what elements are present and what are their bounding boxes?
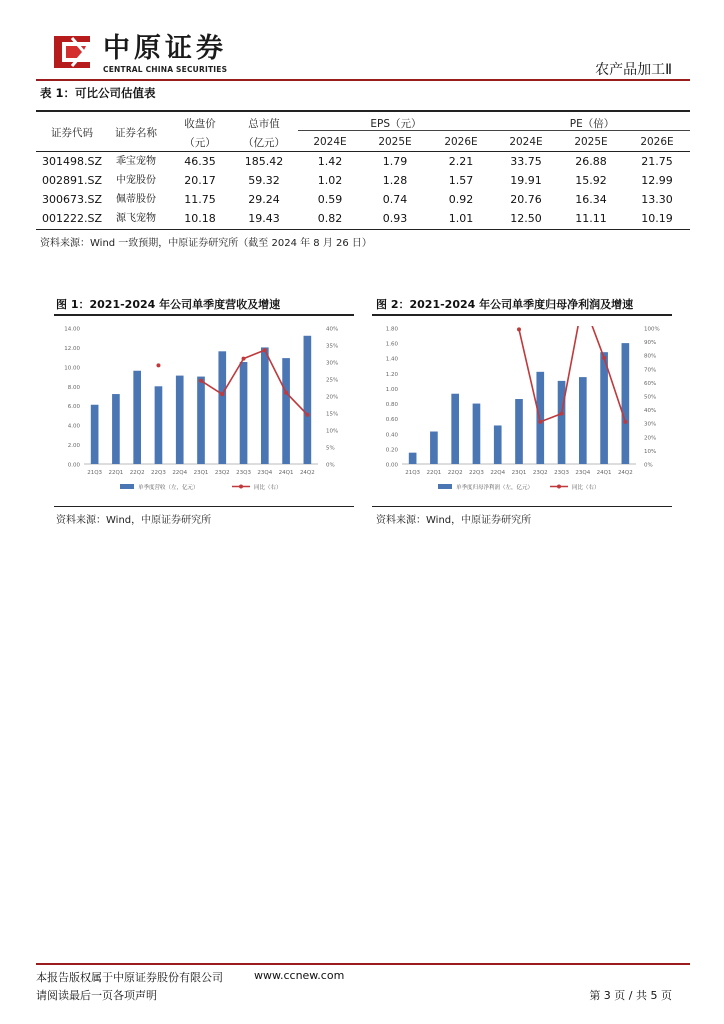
y-tick-label-left: 0.60 <box>385 417 398 424</box>
y-tick-label-right: 0% <box>644 462 653 469</box>
chart-bar <box>261 347 269 464</box>
y-tick-label-right: 25% <box>326 377 339 384</box>
table-cell-value: 1.79 <box>382 155 408 168</box>
fig2-chart <box>372 318 672 504</box>
page-number: 第 3 页 / 共 5 页 <box>589 989 672 1002</box>
legend-label: 单季度营收（左，亿元） <box>138 485 199 491</box>
legend-swatch-bar <box>438 484 452 489</box>
table-cell-value: 13.30 <box>641 193 673 206</box>
y-tick-label-left: 10.00 <box>64 365 80 372</box>
table-cell-value: 12.50 <box>510 212 542 225</box>
th-price-unit: （元） <box>184 137 216 149</box>
table-top-rule <box>36 110 690 112</box>
table-cell-value: 16.34 <box>575 193 607 206</box>
table-cell-value: 0.82 <box>317 212 343 225</box>
y-tick-label-right: 100% <box>644 326 660 333</box>
legend-swatch-point <box>239 485 243 489</box>
chart-bar <box>600 352 608 464</box>
chart-bar <box>197 377 205 464</box>
table-cell-name: 佩蒂股份 <box>116 194 156 205</box>
x-tick-label: 21Q3 <box>87 470 103 476</box>
table-cell-name: 乖宝宠物 <box>116 156 156 167</box>
chart-bar <box>282 358 290 464</box>
y-tick-label-right: 30% <box>644 421 657 428</box>
th-year: 2024E <box>509 136 543 148</box>
table-cell-value: 15.92 <box>575 174 607 187</box>
chart-bar <box>515 399 523 464</box>
fig2-bottom-rule <box>372 506 672 507</box>
x-tick-label: 22Q4 <box>490 470 506 476</box>
table-cell-value: 185.42 <box>244 155 284 168</box>
table-bottom-rule <box>36 229 690 230</box>
legend-swatch-point <box>557 485 561 489</box>
table-cell-value: 1.02 <box>317 174 343 187</box>
table-header-rule <box>36 151 690 152</box>
th-year: 2025E <box>574 136 608 148</box>
growth-line <box>201 350 307 415</box>
table-title: 表 1：可比公司估值表 <box>40 86 156 100</box>
y-tick-label-right: 10% <box>326 428 339 435</box>
growth-point <box>305 413 309 417</box>
y-tick-label-left: 1.00 <box>385 386 398 393</box>
table-cell-value: 12.99 <box>641 174 673 187</box>
growth-point <box>199 379 203 383</box>
chart-bar <box>133 371 141 464</box>
x-tick-label: 24Q2 <box>299 470 315 476</box>
fig1-source: 资料来源：Wind，中原证券研究所 <box>56 515 212 526</box>
footer-website-link[interactable]: www.ccnew.com <box>254 969 345 982</box>
table-cell-value: 0.59 <box>317 193 343 206</box>
growth-point <box>284 391 288 395</box>
y-tick-label-left: 1.40 <box>385 356 398 363</box>
y-tick-label-right: 35% <box>326 343 339 350</box>
growth-point <box>623 420 627 424</box>
x-tick-label: 23Q1 <box>193 470 209 476</box>
chart-bar <box>240 362 248 464</box>
y-tick-label-right: 20% <box>326 394 339 401</box>
section-title: 农产品加工Ⅱ <box>595 62 672 78</box>
th-year: 2026E <box>444 136 478 148</box>
x-tick-label: 24Q1 <box>278 470 294 476</box>
th-eps: EPS（元） <box>370 118 422 130</box>
table-cell-name: 源飞宠物 <box>116 213 156 224</box>
table-group-rule <box>298 130 690 131</box>
x-tick-label: 23Q3 <box>554 470 569 476</box>
fig2-source: 资料来源：Wind，中原证券研究所 <box>376 515 532 526</box>
y-tick-label-left: 0.40 <box>385 432 398 439</box>
table-cell-code: 301498.SZ <box>41 155 102 168</box>
table-cell-value: 1.28 <box>382 174 408 187</box>
y-tick-label-left: 2.00 <box>67 443 80 450</box>
x-tick-label: 22Q1 <box>426 470 442 476</box>
table-cell-value: 20.17 <box>184 174 216 187</box>
fig2-top-rule <box>372 314 672 316</box>
x-tick-label: 22Q3 <box>151 470 166 476</box>
y-tick-label-left: 0.00 <box>67 462 80 469</box>
x-tick-label: 22Q2 <box>129 470 145 476</box>
chart-bar <box>218 351 226 464</box>
x-tick-label: 22Q2 <box>447 470 463 476</box>
growth-point <box>263 348 267 352</box>
logo-text-cn: 中原证券 <box>103 33 227 64</box>
th-mcap-unit: （亿元） <box>243 137 285 149</box>
table-cell-value: 33.75 <box>510 155 542 168</box>
table-cell-name: 中宠股份 <box>116 175 156 186</box>
growth-point <box>242 357 246 361</box>
x-tick-label: 23Q4 <box>257 470 273 476</box>
y-tick-label-right: 60% <box>644 380 657 387</box>
th-year: 2026E <box>640 136 674 148</box>
legend-label: 同比（右） <box>572 485 600 491</box>
table-cell-value: 46.35 <box>184 155 216 168</box>
y-tick-label-left: 8.00 <box>67 384 80 391</box>
y-tick-label-right: 40% <box>644 408 657 415</box>
growth-point <box>517 327 521 331</box>
chart-bar <box>451 394 459 464</box>
legend-swatch-bar <box>120 484 134 489</box>
table-cell-value: 0.93 <box>382 212 408 225</box>
table-cell-value: 11.75 <box>184 193 216 206</box>
table-cell-value: 0.74 <box>382 193 408 206</box>
y-tick-label-left: 1.80 <box>385 326 398 333</box>
x-tick-label: 23Q3 <box>236 470 251 476</box>
chart-bar <box>91 405 99 464</box>
footer-copyright: 本报告版权属于中原证券股份有限公司 <box>36 971 223 984</box>
x-tick-label: 24Q2 <box>617 470 633 476</box>
x-tick-label: 22Q3 <box>469 470 484 476</box>
table-cell-value: 11.11 <box>575 212 607 225</box>
y-tick-label-right: 50% <box>644 394 657 401</box>
x-tick-label: 22Q1 <box>108 470 124 476</box>
table-cell-value: 20.76 <box>510 193 542 206</box>
y-tick-label-right: 70% <box>644 367 657 374</box>
table-cell-value: 2.21 <box>448 155 474 168</box>
y-tick-label-left: 0.00 <box>385 462 398 469</box>
fig2-title: 图 2：2021-2024 年公司单季度归母净利润及增速 <box>376 298 634 311</box>
y-tick-label-left: 4.00 <box>67 423 80 430</box>
fig1-title: 图 1：2021-2024 年公司单季度营收及增速 <box>56 298 281 311</box>
y-tick-label-left: 6.00 <box>67 404 80 411</box>
th-mcap: 总市值 <box>248 118 280 130</box>
legend-label: 单季度归母净利润（左，亿元） <box>456 485 534 491</box>
chart-bar <box>579 377 587 464</box>
table-cell-value: 19.43 <box>248 212 280 225</box>
fig1-chart <box>54 318 354 504</box>
chart-bar <box>430 432 438 464</box>
table-cell-value: 10.19 <box>641 212 673 225</box>
table-cell-code: 001222.SZ <box>41 212 102 225</box>
chart-bar <box>304 336 312 464</box>
y-tick-label-right: 90% <box>644 340 657 347</box>
chart-bar <box>536 372 544 464</box>
y-tick-label-right: 80% <box>644 353 657 360</box>
table-cell-value: 0.92 <box>448 193 474 206</box>
y-tick-label-left: 0.20 <box>385 447 398 454</box>
table-cell-value: 21.75 <box>641 155 673 168</box>
x-tick-label: 23Q2 <box>532 470 548 476</box>
chart-bar <box>409 453 417 464</box>
y-tick-label-right: 10% <box>644 448 657 455</box>
y-tick-label-left: 1.60 <box>385 341 398 348</box>
growth-point <box>602 356 606 360</box>
chart-bar <box>622 343 630 464</box>
chart-bar <box>112 394 120 464</box>
footer-disclaimer: 请阅读最后一页各项声明 <box>36 989 157 1002</box>
y-tick-label-right: 0% <box>326 462 335 469</box>
table-cell-value: 10.18 <box>184 212 216 225</box>
x-tick-label: 23Q4 <box>575 470 591 476</box>
fig1-bottom-rule <box>54 506 354 507</box>
table-cell-value: 26.88 <box>575 155 607 168</box>
chart-bar <box>558 381 566 464</box>
table-cell-code: 300673.SZ <box>41 193 102 206</box>
company-logo-icon <box>50 32 94 72</box>
th-price: 收盘价 <box>184 118 216 130</box>
x-tick-label: 21Q3 <box>405 470 421 476</box>
growth-point <box>220 392 224 396</box>
growth-point <box>538 420 542 424</box>
fig1-top-rule <box>54 314 354 316</box>
y-tick-label-right: 20% <box>644 435 657 442</box>
x-tick-label: 24Q1 <box>596 470 612 476</box>
chart-bar <box>176 376 184 464</box>
table-cell-value: 59.32 <box>248 174 280 187</box>
y-tick-label-left: 14.00 <box>64 326 80 333</box>
chart-bar <box>473 404 481 464</box>
th-code: 证券代码 <box>51 127 93 139</box>
table-cell-value: 1.01 <box>448 212 474 225</box>
y-tick-label-right: 15% <box>326 411 339 418</box>
table-source: 资料来源：Wind 一致预期，中原证券研究所（截至 2024 年 8 月 26 日） <box>40 238 372 249</box>
table-cell-value: 29.24 <box>248 193 280 206</box>
th-year: 2025E <box>378 136 412 148</box>
table-cell-value: 19.91 <box>510 174 542 187</box>
logo-text-en: CENTRAL CHINA SECURITIES <box>103 65 228 74</box>
y-tick-label-left: 12.00 <box>64 345 80 352</box>
x-tick-label: 23Q2 <box>214 470 230 476</box>
footer-divider <box>36 963 690 965</box>
x-tick-label: 23Q1 <box>511 470 527 476</box>
chart-bar <box>494 425 502 464</box>
y-tick-label-right: 5% <box>326 445 335 452</box>
chart-bar <box>155 386 163 464</box>
y-tick-label-left: 1.20 <box>385 371 398 378</box>
growth-point <box>156 363 160 367</box>
y-tick-label-right: 40% <box>326 326 339 333</box>
y-tick-label-left: 0.80 <box>385 402 398 409</box>
growth-line <box>519 318 625 422</box>
th-pe: PE（倍） <box>569 118 615 130</box>
th-name: 证券名称 <box>115 127 157 139</box>
header-divider <box>36 79 690 81</box>
y-tick-label-right: 30% <box>326 360 339 367</box>
table-cell-value: 1.57 <box>448 174 474 187</box>
th-year: 2024E <box>313 136 347 148</box>
table-cell-code: 002891.SZ <box>41 174 102 187</box>
x-tick-label: 22Q4 <box>172 470 188 476</box>
growth-point <box>560 412 564 416</box>
legend-label: 同比（右） <box>254 485 282 491</box>
table-cell-value: 1.42 <box>317 155 343 168</box>
